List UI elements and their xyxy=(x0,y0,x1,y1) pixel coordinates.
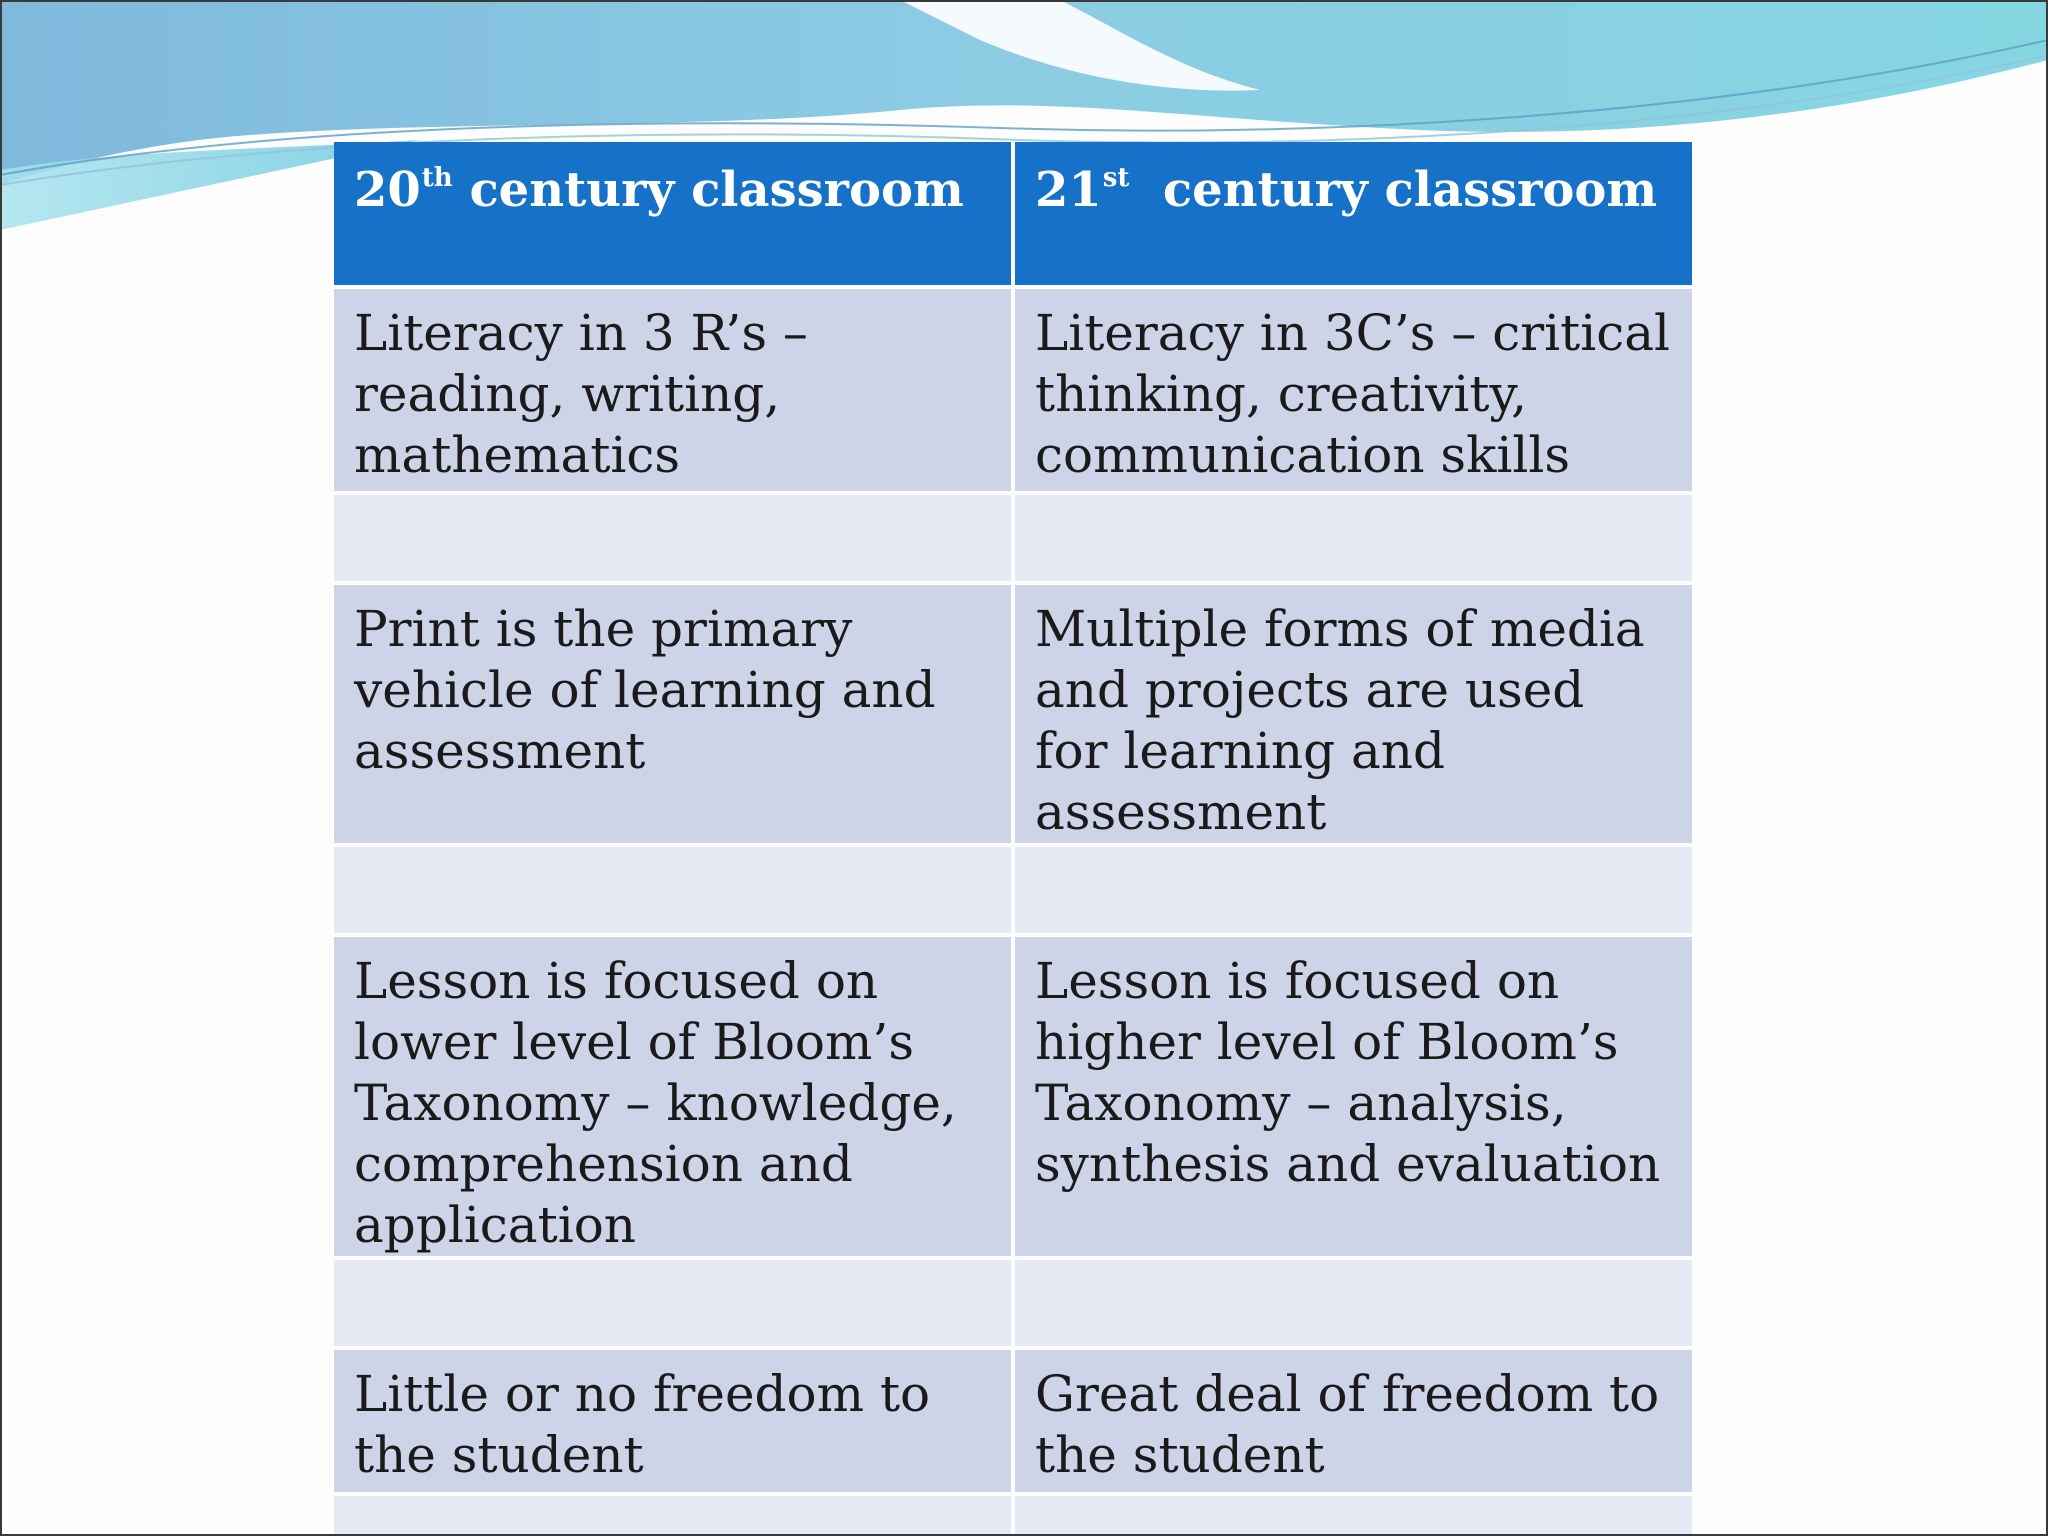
empty-cell xyxy=(1015,1496,1692,1536)
empty-cell xyxy=(334,1496,1011,1536)
table-spacer-row xyxy=(334,495,1692,581)
comparison-table xyxy=(330,138,1696,1536)
table-header-row xyxy=(334,142,1692,285)
empty-cell xyxy=(334,847,1011,933)
cell-20th: Print is the primary vehicle of learning and assessment xyxy=(334,585,1011,843)
table-row xyxy=(334,289,1692,491)
table-spacer-row xyxy=(334,1260,1692,1346)
table-row xyxy=(334,937,1692,1256)
table-spacer-row xyxy=(334,847,1692,933)
cell-21st: Multiple forms of media and projects are used for learning and assessment xyxy=(1015,585,1692,843)
table-row xyxy=(334,1350,1692,1492)
header-20th-century: 20th century classroom xyxy=(334,142,1011,285)
table-row xyxy=(334,585,1692,843)
empty-cell xyxy=(1015,1260,1692,1346)
empty-cell xyxy=(334,1260,1011,1346)
empty-cell xyxy=(1015,847,1692,933)
cell-21st: Great deal of freedom to the student xyxy=(1015,1350,1692,1492)
cell-20th: Lesson is focused on lower level of Bloom’s Taxonomy – knowledge, comprehension and application xyxy=(334,937,1011,1256)
cell-21st: Literacy in 3C’s – critical thinking, creativity, communication skills xyxy=(1015,289,1692,491)
cell-20th: Literacy in 3 R’s –reading, writing, mathematics xyxy=(334,289,1011,491)
cell-21st: Lesson is focused on higher level of Bloom’s Taxonomy – analysis, synthesis and evaluation xyxy=(1015,937,1692,1256)
header-21st-century: 21st century classroom xyxy=(1015,142,1692,285)
cell-20th: Little or no freedom to the student xyxy=(334,1350,1011,1492)
empty-cell xyxy=(1015,495,1692,581)
empty-cell xyxy=(334,495,1011,581)
table-spacer-row xyxy=(334,1496,1692,1536)
